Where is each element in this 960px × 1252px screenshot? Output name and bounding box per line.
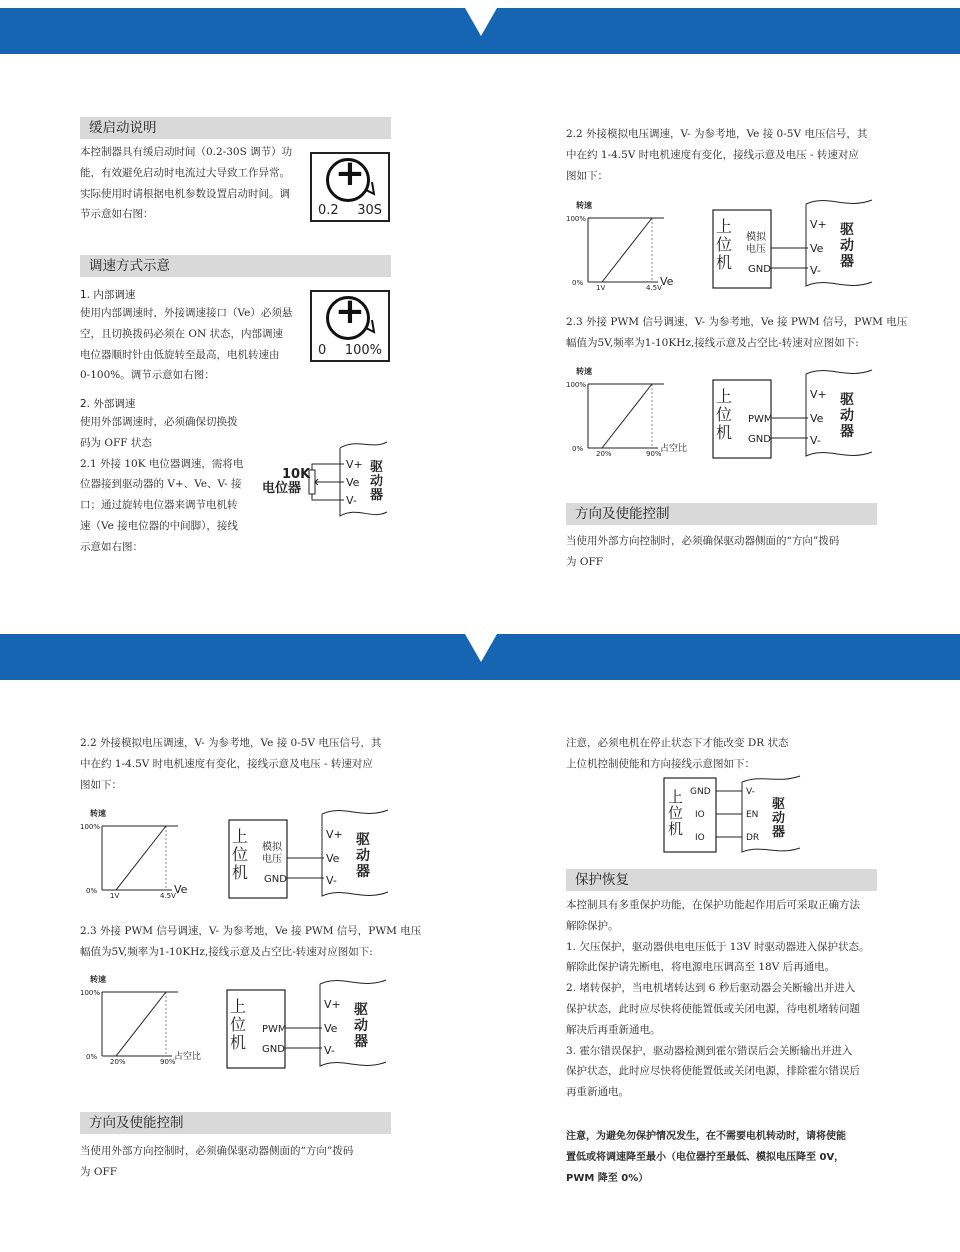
- chart-speed-line: [116, 826, 166, 890]
- host-label: 上: [716, 387, 733, 406]
- host-label: 机: [716, 253, 733, 272]
- chart-x1: 20%: [596, 450, 612, 458]
- signal-label: 电压: [262, 854, 282, 865]
- chart-speed-line: [602, 218, 652, 282]
- svg-text:GND: GND: [690, 787, 711, 797]
- section-direction-2: 方向及使能控制: [80, 1112, 391, 1134]
- chart-y0: 0%: [572, 279, 584, 287]
- analog-chart-1: [560, 198, 700, 298]
- signal-label: PWM: [748, 414, 773, 425]
- chart-x2: 90%: [646, 450, 662, 458]
- pwm-chart-2: [74, 972, 214, 1072]
- svg-text:IO: IO: [695, 833, 705, 843]
- driver-label: 动: [354, 1018, 368, 1034]
- section-direction-1: 方向及使能控制: [566, 503, 877, 525]
- chart-ylabel: 转速: [90, 975, 106, 984]
- internal-title: 1. 内部调速: [80, 289, 136, 301]
- chart-x-unit: 占空比: [174, 1052, 202, 1062]
- analog-wiring-2: [228, 810, 408, 900]
- plus-icon: +: [334, 291, 366, 332]
- svg-text:器: 器: [772, 825, 786, 840]
- pot-label-10k: 10K: [282, 467, 311, 482]
- pot-label: 电位器: [262, 481, 302, 496]
- host-label: 机: [232, 863, 249, 882]
- pin-vplus: V+: [810, 388, 827, 401]
- soft-start-text: 本控制器具有缓启动时间（0.2-30S 调节）功 能，有效避免启动时电流过大导致工作异常。 实际使用时请根据电机参数设置启动时间。调 节示意如右图：: [80, 146, 293, 221]
- host-label: 机: [230, 1033, 247, 1052]
- host-label: 位: [232, 845, 249, 864]
- host-label: 机: [716, 423, 733, 442]
- dr-note: 注意，必须电机在停止状态下才能改变 DR 状态 上位机控制使能和方向接线示意图如下：: [566, 737, 789, 770]
- pin-vminus: V-: [810, 264, 821, 277]
- section-speed-mode: 调速方式示意: [80, 255, 391, 277]
- direction-text-1: 当使用外部方向控制时，必须确保驱动器侧面的“方向”拨码 为 OFF: [566, 535, 840, 568]
- host-label: 上: [716, 217, 733, 236]
- driver-label: 动: [840, 238, 854, 254]
- svg-text:Ve: Ve: [346, 476, 360, 489]
- chart-speed-line: [116, 992, 166, 1056]
- svg-text:器: 器: [370, 488, 384, 503]
- chart-x2: 4.5V: [160, 892, 176, 900]
- host-label: 位: [716, 405, 733, 424]
- signal-label: 电压: [746, 244, 766, 255]
- host-label: 上: [230, 997, 247, 1016]
- signal-label: 模拟: [746, 232, 766, 243]
- protection-text: 本控制具有多重保护功能，在保护功能起作用后可采取正确方法 解除保护。 1. 欠压保护，驱动器供电电压低于 13V 时驱动器进入保护状态。 解除此保护请先断电，将电源电压调高至 18V 后再通电。 2. 堵转保护，当电机堵转达到 6 秒后驱动器会关断输出并进入 保护状态，此时应尽快将使能置低或关闭电源，待电机堵转问题 解决后再重新通电。 3. 霍尔错误保护，驱动器检测到霍尔错误后会关断输出并进入 保护状态，此时应尽快将使能置低或关闭电源，排除霍尔错误后 再重新通电。: [566, 899, 870, 1099]
- svg-text:位: 位: [668, 804, 684, 822]
- svg-text:V+: V+: [346, 458, 363, 471]
- chart-x-unit: Ve: [660, 275, 674, 288]
- chart-ylabel: 转速: [576, 367, 592, 376]
- svg-text:驱: 驱: [370, 460, 384, 475]
- signal-label: 模拟: [262, 842, 282, 853]
- plus-icon: +: [334, 153, 366, 194]
- external-title: 2. 外部调速: [80, 398, 136, 410]
- pin-ve: Ve: [324, 1022, 338, 1035]
- svg-text:机: 机: [668, 820, 684, 838]
- pwm-wiring-1: [712, 370, 892, 460]
- chart-x2: 4.5V: [646, 284, 662, 292]
- chart-ylabel: 转速: [576, 201, 592, 210]
- svg-text:驱: 驱: [772, 797, 786, 812]
- chart-x-unit: 占空比: [660, 444, 688, 454]
- pin-ve: Ve: [810, 412, 824, 425]
- external-text: 使用外部调速时，必须确保切换拨 码为 OFF 状态 2.1 外接 10K 电位器调速，需将电 位器接到驱动器的 V+、Ve、V- 接 口；通过旋转电位器来调节电机转 速（Ve 接电位器的中间脚），接线 示意如右图：: [80, 416, 244, 553]
- chart-y100: 100%: [80, 989, 101, 997]
- driver-label: 驱: [840, 392, 854, 408]
- chart-y100: 100%: [566, 215, 587, 223]
- driver-label: 器: [354, 1034, 368, 1050]
- chart-x1: 20%: [110, 1058, 126, 1066]
- chart-x1: 1V: [110, 892, 120, 900]
- direction-text-2: 当使用外部方向控制时，必须确保驱动器侧面的“方向”拨码 为 OFF: [80, 1145, 354, 1178]
- svg-text:上: 上: [668, 788, 684, 806]
- gnd-label: GND: [748, 264, 771, 275]
- svg-text:IO: IO: [695, 810, 705, 820]
- svg-text:动: 动: [370, 474, 384, 489]
- chart-y0: 0%: [86, 887, 98, 895]
- chart-x-unit: Ve: [174, 883, 188, 896]
- pwm-wiring-2: [226, 980, 406, 1070]
- pwm-text-top: 2.3 外接 PWM 信号调速，V- 为参考地，Ve 接 PWM 信号，PWM 电压 幅值为5V,频率为1-10KHz,接线示意及占空比-转速对应图如下:: [566, 316, 908, 349]
- banner-notch: [465, 634, 497, 662]
- driver-label: 动: [840, 408, 854, 424]
- pwm-text-bottom: 2.3 外接 PWM 信号调速，V- 为参考地，Ve 接 PWM 信号，PWM 电压 幅值为5V,频率为1-10KHz,接线示意及占空比-转速对应图如下:: [80, 925, 422, 958]
- analog-chart-2: [74, 806, 214, 906]
- chart-x1: 1V: [596, 284, 606, 292]
- gnd-label: GND: [262, 1044, 285, 1055]
- internal-knob: + 0 100%: [310, 290, 390, 362]
- top-banner: [0, 8, 960, 54]
- section-soft-start: 缓启动说明: [80, 117, 391, 139]
- driver-label: 驱: [356, 832, 370, 848]
- pin-vminus: V-: [810, 434, 821, 447]
- host-label: 位: [230, 1015, 247, 1034]
- middle-banner: [0, 634, 960, 680]
- chart-speed-line: [602, 384, 652, 448]
- pin-ve: Ve: [326, 852, 340, 865]
- pin-vplus: V+: [324, 998, 341, 1011]
- driver-label: 驱: [840, 222, 854, 238]
- pin-vplus: V+: [326, 828, 343, 841]
- pin-vminus: V-: [326, 874, 337, 887]
- chart-y0: 0%: [86, 1053, 98, 1061]
- driver-label: 驱: [354, 1002, 368, 1018]
- chart-y100: 100%: [80, 823, 101, 831]
- warning-text: 注意，为避免勿保护情况发生，在不需要电机转动时，请将使能 置低或将调速降至最小（电位器拧至最低、模拟电压降至 0V， PWM 降至 0%）: [566, 1131, 846, 1184]
- driver-label: 器: [356, 864, 370, 880]
- chart-x2: 90%: [160, 1058, 176, 1066]
- driver-label: 器: [840, 424, 854, 440]
- host-label: 上: [232, 827, 249, 846]
- potentiometer-diagram: [262, 438, 402, 538]
- svg-text:EN: EN: [746, 810, 759, 820]
- gnd-label: GND: [748, 434, 771, 445]
- banner-notch: [465, 8, 497, 36]
- soft-start-knob: + 0.2 30S: [310, 152, 390, 222]
- gnd-label: GND: [264, 874, 287, 885]
- chart-ylabel: 转速: [90, 809, 106, 818]
- section-protection: 保护恢复: [566, 869, 877, 891]
- svg-text:V-: V-: [746, 787, 755, 797]
- chart-y100: 100%: [566, 381, 587, 389]
- driver-label: 动: [356, 848, 370, 864]
- svg-text:V-: V-: [346, 494, 357, 507]
- analog-wiring-1: [712, 200, 892, 290]
- analog-text-top: 2.2 外接模拟电压调速，V- 为参考地，Ve 接 0-5V 电压信号，其 中在约 1-4.5V 时电机速度有变化，接线示意及电压 - 转速对应 图如下：: [566, 128, 868, 182]
- host-label: 位: [716, 235, 733, 254]
- svg-text:DR: DR: [746, 833, 760, 843]
- pwm-chart-1: [560, 364, 700, 464]
- pin-vminus: V-: [324, 1044, 335, 1057]
- analog-text-bottom: 2.2 外接模拟电压调速，V- 为参考地，Ve 接 0-5V 电压信号，其 中在约 1-4.5V 时电机速度有变化，接线示意及电压 - 转速对应 图如下：: [80, 737, 382, 791]
- chart-y0: 0%: [572, 445, 584, 453]
- pin-vplus: V+: [810, 218, 827, 231]
- driver-label: 器: [840, 254, 854, 270]
- internal-text: 使用内部调速时，外接调速接口（Ve）必须悬 空，且切换拨码必须在 ON 状态，内部调速 电位器顺时针由低旋转至最高，电机转速由 0-100%。调节示意如右图：: [80, 307, 293, 382]
- signal-label: PWM: [262, 1024, 287, 1035]
- enable-direction-diagram: [662, 774, 822, 864]
- pin-ve: Ve: [810, 242, 824, 255]
- svg-text:动: 动: [772, 811, 786, 826]
